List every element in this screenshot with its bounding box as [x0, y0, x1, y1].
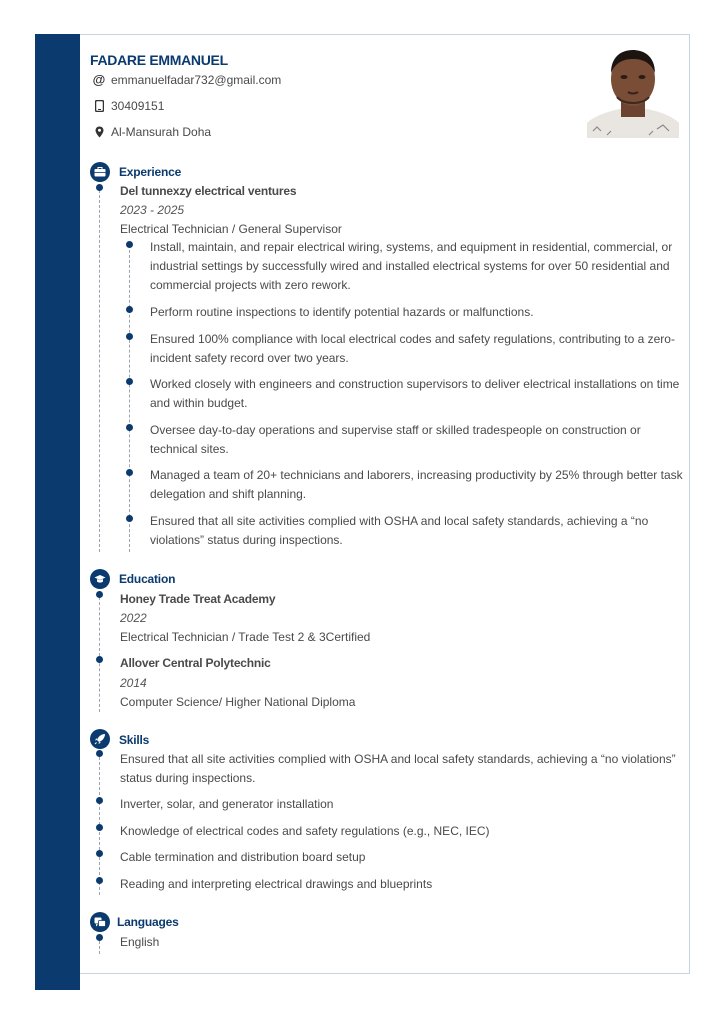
- language-item: English: [120, 935, 160, 949]
- bullet-dot: [126, 306, 133, 313]
- experience-bullet: Install, maintain, and repair electrical wiring, systems, and equipment in residential, commercial, or industrial settings by successfully wired and installed electrical systems for over 50 residential and commercial projects with zero rework.: [150, 240, 673, 292]
- timeline-dot: [96, 824, 103, 831]
- timeline-dot: [96, 934, 103, 941]
- education-school: Honey Trade Treat Academy: [120, 592, 276, 606]
- experience-role: Electrical Technician / General Supervisor: [120, 222, 342, 236]
- education-year: 2014: [120, 676, 147, 690]
- skill-item: Ensured that all site activities complied with OSHA and local safety standards, achieving a “no violations” status during inspections.: [120, 752, 676, 785]
- email-contact: [92, 72, 281, 87]
- timeline-dot: [96, 656, 103, 663]
- timeline-dot: [96, 184, 103, 191]
- graduation-cap-icon: [90, 569, 110, 589]
- phone-contact: [92, 99, 164, 113]
- timeline-dot: [96, 750, 103, 757]
- education-qualification: Computer Science/ Higher National Diploma: [120, 695, 356, 709]
- bullet-dot: [126, 515, 133, 522]
- candidate-name: FADARE EMMANUEL: [90, 52, 228, 68]
- bullet-dot: [126, 241, 133, 248]
- location-contact: [92, 125, 211, 139]
- email-text: emmanuelfadar732@gmail.com: [111, 72, 282, 87]
- experience-bullet: Managed a team of 20+ technicians and laborers, increasing productivity by 25% through better task delegation and shift planning.: [150, 468, 683, 501]
- bullet-dot: [126, 469, 133, 476]
- skill-item: Inverter, solar, and generator installation: [120, 797, 334, 811]
- map-pin-icon: [92, 126, 106, 138]
- bullet-dot: [126, 378, 133, 385]
- experience-bullet: Ensured that all site activities complied with OSHA and local safety standards, achieving a “no violations” status during inspections.: [150, 514, 649, 547]
- skill-item: Cable termination and distribution board setup: [120, 850, 366, 864]
- languages-heading: Languages: [117, 915, 179, 929]
- experience-company: Del tunnexzy electrical ventures: [120, 184, 297, 198]
- education-year: 2022: [120, 611, 147, 625]
- skill-item: Knowledge of electrical codes and safety regulations (e.g., NEC, IEC): [120, 824, 490, 838]
- experience-bullet: Worked closely with engineers and construction supervisors to deliver electrical installations on time and within budget.: [150, 377, 680, 410]
- experience-bullet: Oversee day-to-day operations and supervise staff or skilled tradespeople on construction or technical sites.: [150, 423, 641, 456]
- education-timeline: [99, 592, 100, 712]
- language-icon: [90, 912, 110, 932]
- phone-text: 30409151: [111, 99, 165, 113]
- skills-heading: Skills: [119, 733, 150, 747]
- education-qualification: Electrical Technician / Trade Test 2 & 3Certified: [120, 630, 371, 644]
- briefcase-icon: [90, 162, 110, 182]
- experience-dates: 2023 - 2025: [120, 203, 185, 217]
- experience-timeline: [99, 185, 100, 552]
- education-heading: Education: [119, 572, 176, 586]
- education-school: Allover Central Polytechnic: [120, 656, 271, 670]
- profile-photo: [587, 45, 679, 138]
- at-sign-icon: @: [92, 72, 106, 87]
- experience-bullet: Ensured 100% compliance with local electrical codes and safety regulations, contributing to a zero-incident safety record over two years.: [150, 332, 675, 365]
- phone-icon: [92, 100, 106, 112]
- experience-bullet: Perform routine inspections to identify potential hazards or malfunctions.: [150, 305, 534, 319]
- location-text: Al-Mansurah Doha: [111, 125, 212, 139]
- timeline-dot: [96, 797, 103, 804]
- skill-item: Reading and interpreting electrical drawings and blueprints: [120, 877, 433, 891]
- timeline-dot: [96, 591, 103, 598]
- bullet-dot: [126, 424, 133, 431]
- bullet-timeline: [129, 245, 130, 552]
- rocket-icon: [90, 729, 110, 749]
- bullet-dot: [126, 333, 133, 340]
- timeline-dot: [96, 877, 103, 884]
- sidebar-band: [35, 34, 80, 990]
- timeline-dot: [96, 850, 103, 857]
- experience-heading: Experience: [119, 165, 182, 179]
